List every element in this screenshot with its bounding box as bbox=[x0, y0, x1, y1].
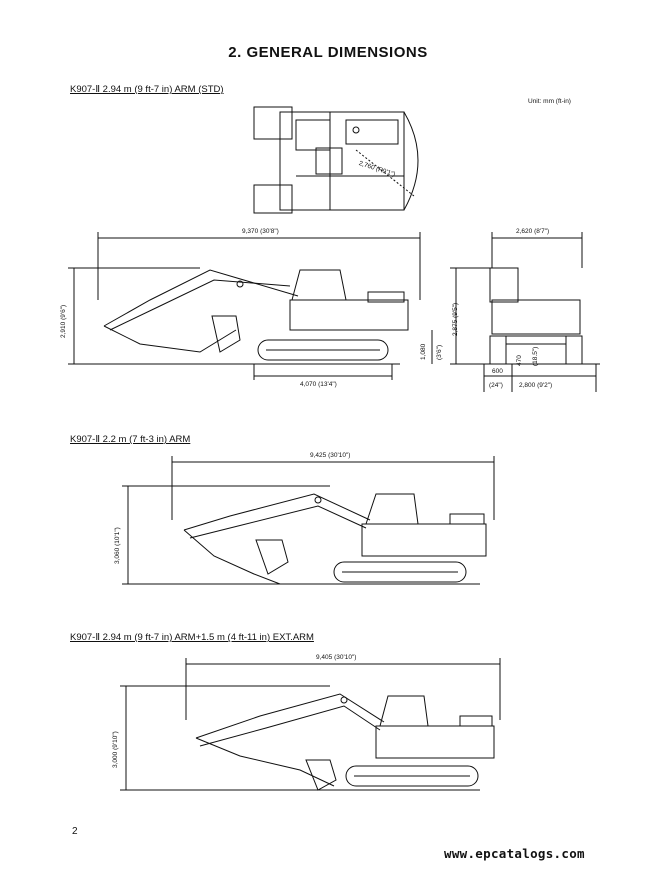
dim-track-length: 4,070 (13'4") bbox=[300, 381, 337, 388]
page-number: 2 bbox=[72, 826, 78, 837]
watermark: www.epcatalogs.com bbox=[444, 846, 585, 861]
front-view-drawing bbox=[450, 232, 600, 392]
side-view-std-drawing bbox=[68, 232, 432, 380]
dim-ground-clearance-ft: (3'6") bbox=[436, 344, 443, 360]
dim-gauge-width: 2,800 (9'2") bbox=[519, 382, 553, 389]
dim-shoe-width: 600 bbox=[492, 368, 503, 375]
section-heading-ext-arm: K907-Ⅱ 2.94 m (9 ft-7 in) ARM+1.5 m (4 ft-11 in) EXT.ARM bbox=[70, 632, 314, 643]
side-view-ext-arm-drawing bbox=[120, 658, 500, 790]
dim-overall-height-ext: 3,000 (9'10") bbox=[112, 731, 119, 768]
top-view-drawing bbox=[254, 107, 418, 213]
dim-radius: 2,760 (R9'1") bbox=[357, 160, 397, 179]
dim-ground-clearance: 1,080 bbox=[420, 343, 427, 360]
dim-shoe-width-in: (24") bbox=[489, 382, 503, 389]
dim-overall-length-std: 9,370 (30'8") bbox=[242, 228, 279, 235]
section-heading-std-arm: K907-Ⅱ 2.94 m (9 ft-7 in) ARM (STD) bbox=[70, 84, 224, 95]
section-heading-22m-arm: K907-Ⅱ 2.2 m (7 ft-3 in) ARM bbox=[70, 434, 191, 445]
dim-overall-length-ext: 9,405 (30'10") bbox=[316, 654, 357, 661]
dim-track-height: 470 bbox=[516, 355, 523, 366]
side-view-22m-arm-drawing bbox=[122, 456, 494, 584]
page-title: 2. GENERAL DIMENSIONS bbox=[228, 44, 428, 61]
dim-track-height-ft: (18.5") bbox=[532, 346, 539, 366]
dim-overall-height-std: 2,910 (9'6") bbox=[60, 304, 67, 338]
dim-cab-height: 2,875 (9'5") bbox=[452, 302, 459, 336]
dim-overall-width: 2,620 (8'7") bbox=[516, 228, 550, 235]
dim-overall-height-22m: 3,060 (10'1") bbox=[114, 527, 121, 564]
unit-label: Unit: mm (ft-in) bbox=[528, 98, 571, 105]
dim-overall-length-22m: 9,425 (30'10") bbox=[310, 452, 351, 459]
